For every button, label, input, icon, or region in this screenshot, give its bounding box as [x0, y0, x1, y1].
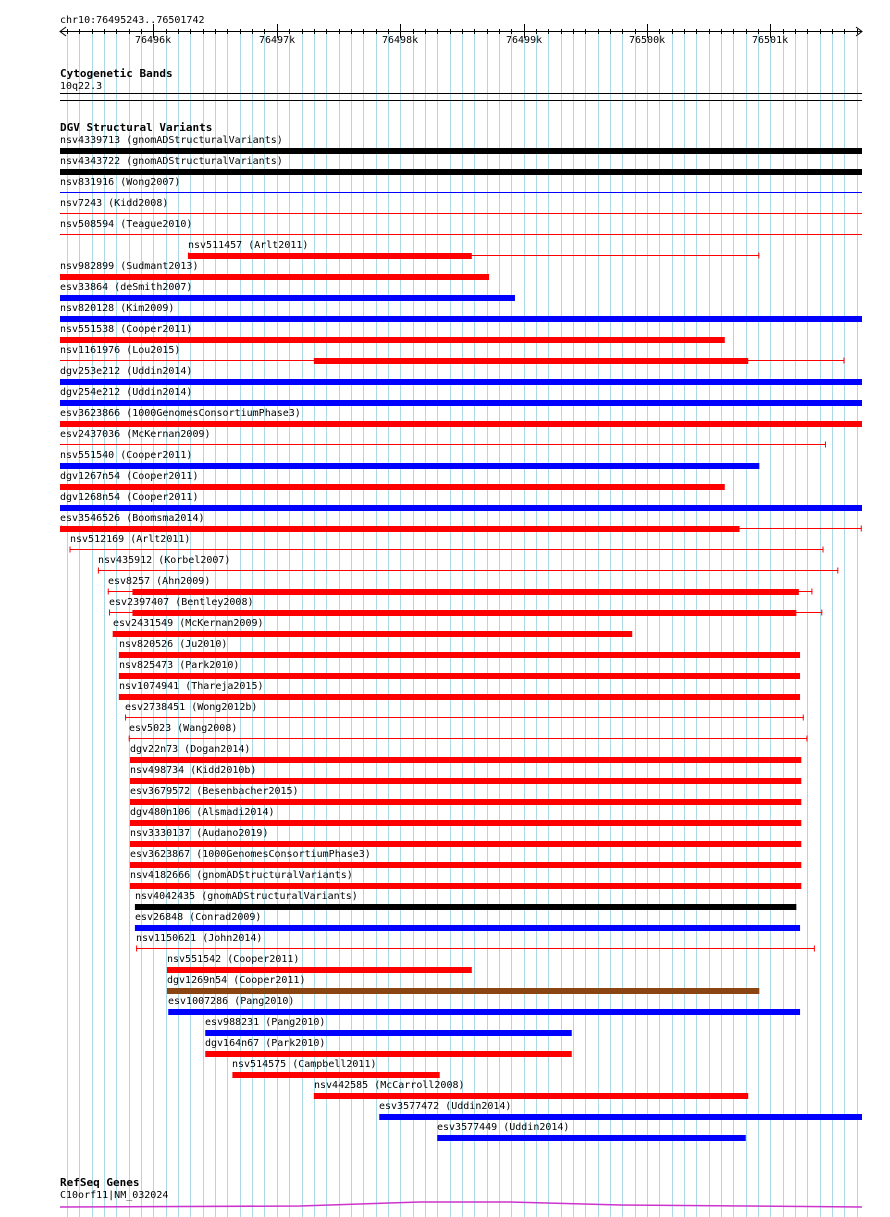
- variant-label[interactable]: nsv435912 (Korbel2007): [98, 555, 231, 566]
- variant-label[interactable]: dgv164n67 (Park2010): [205, 1038, 326, 1049]
- variant-label[interactable]: esv3546526 (Boomsma2014): [60, 513, 205, 524]
- variant-label[interactable]: nsv820128 (Kim2009): [60, 303, 175, 314]
- variant-bar[interactable]: [60, 169, 862, 175]
- variant-bar[interactable]: [132, 589, 798, 595]
- variant-label[interactable]: esv3577449 (Uddin2014): [437, 1122, 570, 1133]
- variant-label[interactable]: nsv511457 (Arlt2011): [188, 240, 309, 251]
- variant-bar[interactable]: [119, 694, 800, 700]
- variant-label[interactable]: nsv4042435 (gnomADStructuralVariants): [135, 891, 358, 902]
- variant-bar[interactable]: [314, 358, 748, 364]
- variant-bar[interactable]: [130, 799, 801, 805]
- refseq-gene-label[interactable]: C10orf11|NM_032024: [60, 1190, 169, 1201]
- variant-label[interactable]: esv2437036 (McKernan2009): [60, 429, 211, 440]
- variant-bar[interactable]: [130, 862, 801, 868]
- variant-label[interactable]: nsv514575 (Campbell2011): [232, 1059, 377, 1070]
- variant-label[interactable]: nsv4343722 (gnomADStructuralVariants): [60, 156, 283, 167]
- variant-label[interactable]: esv988231 (Pang2010): [205, 1017, 326, 1028]
- variant-label[interactable]: dgv22n73 (Dogan2014): [130, 744, 251, 755]
- variant-label[interactable]: nsv7243 (Kidd2008): [60, 198, 169, 209]
- ruler-tick-label: 76499k: [506, 35, 543, 46]
- ruler-tick-label: 76497k: [259, 35, 296, 46]
- variant-label[interactable]: nsv551538 (Cooper2011): [60, 324, 193, 335]
- variant-label[interactable]: nsv982899 (Sudmant2013): [60, 261, 199, 272]
- variant-bar[interactable]: [132, 610, 796, 616]
- cytoband-line[interactable]: [60, 93, 862, 94]
- variant-bar[interactable]: [60, 463, 759, 469]
- variant-label[interactable]: nsv825473 (Park2010): [119, 660, 240, 671]
- refseq-track-title: RefSeq Genes: [60, 1176, 140, 1189]
- variant-label[interactable]: nsv1074941 (Thareja2015): [119, 681, 264, 692]
- variant-bar[interactable]: [437, 1135, 746, 1141]
- variant-bar[interactable]: [119, 652, 800, 658]
- variant-label[interactable]: esv3623867 (1000GenomesConsortiumPhase3): [130, 849, 371, 860]
- cytoband-track-title: Cytogenetic Bands: [60, 67, 173, 80]
- variant-label[interactable]: nsv4339713 (gnomADStructuralVariants): [60, 135, 283, 146]
- ruler[interactable]: [60, 24, 862, 38]
- variant-label[interactable]: dgv480n106 (Alsmadi2014): [130, 807, 275, 818]
- variant-label[interactable]: dgv253e212 (Uddin2014): [60, 366, 193, 377]
- variant-label[interactable]: esv33864 (deSmith2007): [60, 282, 193, 293]
- variant-bar[interactable]: [205, 1030, 572, 1036]
- variant-label[interactable]: nsv442585 (McCarroll2008): [314, 1080, 465, 1091]
- cytoband-band-label[interactable]: 10q22.3: [60, 81, 103, 92]
- variant-bar[interactable]: [60, 379, 862, 385]
- variant-label[interactable]: nsv512169 (Arlt2011): [70, 534, 191, 545]
- variant-bar[interactable]: [130, 757, 801, 763]
- variant-bar[interactable]: [130, 778, 801, 784]
- variant-bar[interactable]: [130, 820, 801, 826]
- variant-bar[interactable]: [60, 526, 740, 532]
- variant-label[interactable]: dgv1269n54 (Cooper2011): [167, 975, 306, 986]
- variant-bar[interactable]: [60, 316, 862, 322]
- variant-bar[interactable]: [167, 988, 759, 994]
- variant-bar[interactable]: [60, 148, 862, 154]
- variant-label[interactable]: nsv4182666 (gnomADStructuralVariants): [130, 870, 353, 881]
- variant-bar[interactable]: [130, 841, 801, 847]
- variant-bar[interactable]: [60, 274, 489, 280]
- ruler-tick-label: 76496k: [135, 35, 172, 46]
- variant-bar[interactable]: [135, 904, 796, 910]
- variant-label[interactable]: nsv820526 (Ju2010): [119, 639, 228, 650]
- variant-bar[interactable]: [113, 631, 633, 637]
- dgv-track-title: DGV Structural Variants: [60, 121, 213, 134]
- variant-label[interactable]: esv2431549 (McKernan2009): [113, 618, 264, 629]
- variant-label[interactable]: dgv1267n54 (Cooper2011): [60, 471, 199, 482]
- track-separator: [60, 100, 862, 101]
- variant-bar[interactable]: [168, 1009, 800, 1015]
- variant-label[interactable]: esv2397407 (Bentley2008): [109, 597, 254, 608]
- variant-bar[interactable]: [135, 925, 800, 931]
- region-label: chr10:76495243..76501742: [60, 15, 205, 26]
- variant-bar[interactable]: [60, 484, 725, 490]
- ruler-tick-label: 76500k: [629, 35, 666, 46]
- variant-label[interactable]: nsv551540 (Cooper2011): [60, 450, 193, 461]
- variant-bar[interactable]: [314, 1093, 748, 1099]
- variant-label[interactable]: esv1007286 (Pang2010): [168, 996, 295, 1007]
- variant-label[interactable]: esv3623866 (1000GenomesConsortiumPhase3): [60, 408, 301, 419]
- variant-bar[interactable]: [379, 1114, 862, 1120]
- variant-bar[interactable]: [188, 253, 472, 259]
- variant-label[interactable]: nsv498734 (Kidd2010b): [130, 765, 257, 776]
- variant-label[interactable]: nsv508594 (Teague2010): [60, 219, 193, 230]
- variant-bar[interactable]: [60, 505, 862, 511]
- variant-label[interactable]: esv5023 (Wang2008): [129, 723, 238, 734]
- ruler-tick-label: 76501k: [752, 35, 789, 46]
- refseq-gene-model[interactable]: [60, 1202, 862, 1207]
- variant-label[interactable]: nsv1150621 (John2014): [136, 933, 263, 944]
- variant-bar[interactable]: [130, 883, 801, 889]
- variant-label[interactable]: nsv1161976 (Lou2015): [60, 345, 181, 356]
- variant-bar[interactable]: [60, 400, 862, 406]
- variant-bar[interactable]: [60, 421, 862, 427]
- variant-label[interactable]: nsv831916 (Wong2007): [60, 177, 181, 188]
- ruler-tick-label: 76498k: [382, 35, 419, 46]
- variant-label[interactable]: esv26848 (Conrad2009): [135, 912, 262, 923]
- variant-label[interactable]: dgv254e212 (Uddin2014): [60, 387, 193, 398]
- variant-label[interactable]: esv2738451 (Wong2012b): [125, 702, 258, 713]
- cytoband-track: [60, 93, 862, 101]
- variant-bar[interactable]: [205, 1051, 572, 1057]
- variant-bar[interactable]: [60, 295, 515, 301]
- variant-label[interactable]: nsv551542 (Cooper2011): [167, 954, 300, 965]
- variant-label[interactable]: dgv1268n54 (Cooper2011): [60, 492, 199, 503]
- variant-bar[interactable]: [232, 1072, 439, 1078]
- variant-label[interactable]: esv3577472 (Uddin2014): [379, 1101, 512, 1112]
- refseq-track: [60, 1202, 862, 1207]
- variant-label[interactable]: nsv3330137 (Audano2019): [130, 828, 269, 839]
- variant-label[interactable]: esv3679572 (Besenbacher2015): [130, 786, 299, 797]
- variant-bar[interactable]: [119, 673, 800, 679]
- variant-bar[interactable]: [167, 967, 472, 973]
- variant-bar[interactable]: [60, 337, 725, 343]
- variant-label[interactable]: esv8257 (Ahn2009): [108, 576, 211, 587]
